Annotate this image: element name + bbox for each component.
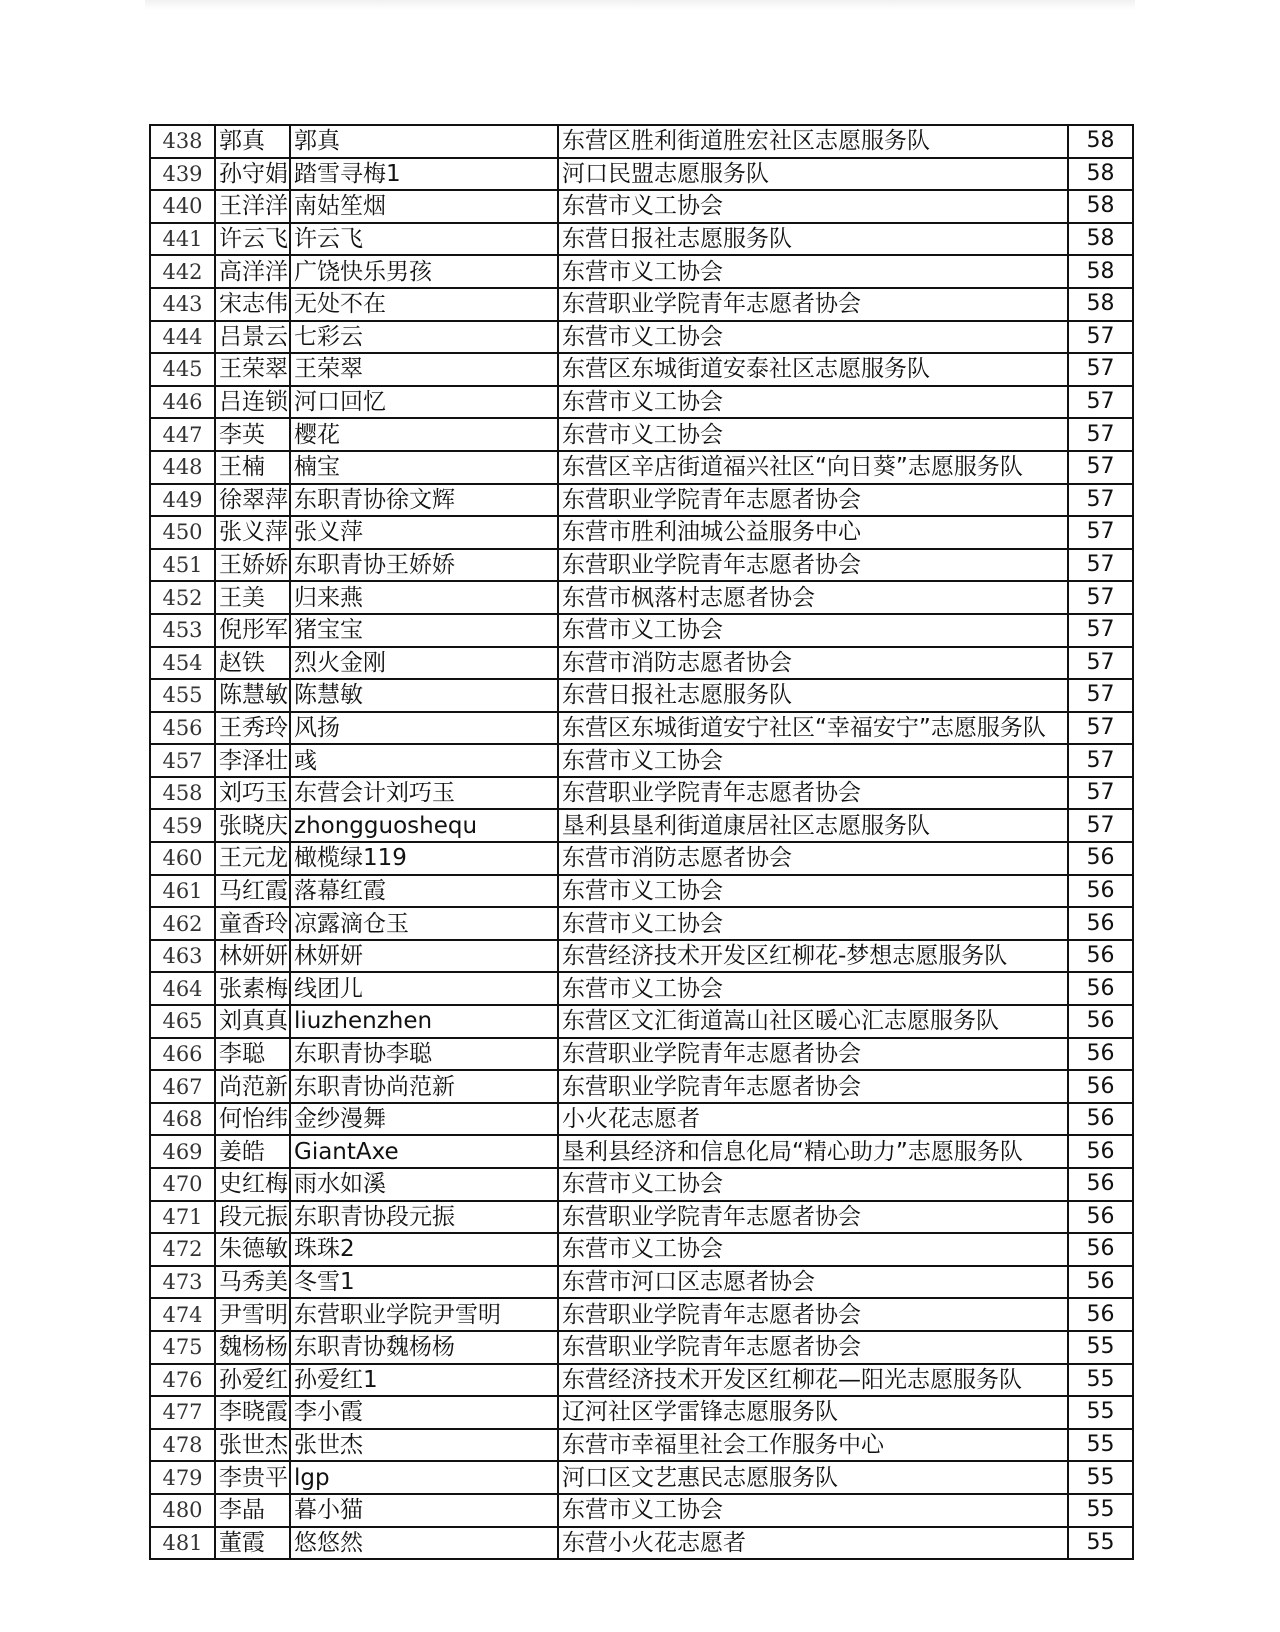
table-row: [150, 125, 1133, 158]
volunteer-name: 孙守娟: [215, 158, 290, 191]
table-row: [150, 1298, 1133, 1331]
table-row: [150, 712, 1133, 745]
table-row: [150, 158, 1133, 191]
volunteer-score: 57: [1068, 549, 1133, 582]
volunteer-score: 57: [1068, 386, 1133, 419]
table-row: [150, 321, 1133, 354]
row-number: 480: [150, 1494, 215, 1527]
row-number: 445: [150, 353, 215, 386]
volunteer-name: 李晓霞: [215, 1396, 290, 1429]
table-row: [150, 777, 1133, 810]
volunteer-nickname: 楠宝: [290, 451, 558, 484]
table-row: [150, 614, 1133, 647]
volunteer-name: 李聪: [215, 1038, 290, 1071]
table-row: [150, 1364, 1133, 1397]
volunteer-score: 57: [1068, 679, 1133, 712]
table-row: [150, 842, 1133, 875]
row-number: 460: [150, 842, 215, 875]
volunteer-organization: 东营职业学院青年志愿者协会: [558, 1331, 1068, 1364]
volunteer-name: 尚范新: [215, 1070, 290, 1103]
volunteer-nickname: 林妍妍: [290, 940, 558, 973]
volunteer-organization: 东营市义工协会: [558, 386, 1068, 419]
row-number: 467: [150, 1070, 215, 1103]
volunteer-organization: 东营市消防志愿者协会: [558, 842, 1068, 875]
volunteer-name: 王楠: [215, 451, 290, 484]
volunteer-score: 55: [1068, 1527, 1133, 1560]
volunteer-score: 56: [1068, 1266, 1133, 1299]
volunteer-score: 57: [1068, 418, 1133, 451]
volunteer-organization: 垦利县垦利街道康居社区志愿服务队: [558, 809, 1068, 842]
volunteer-nickname: 无处不在: [290, 288, 558, 321]
volunteer-score: 58: [1068, 223, 1133, 256]
row-number: 440: [150, 190, 215, 223]
volunteer-name: 吕景云: [215, 321, 290, 354]
volunteer-nickname: 彧: [290, 744, 558, 777]
volunteer-nickname: 王荣翠: [290, 353, 558, 386]
table-row: [150, 1233, 1133, 1266]
volunteer-score: 56: [1068, 1168, 1133, 1201]
volunteer-nickname: 东职青协徐文辉: [290, 484, 558, 517]
volunteer-nickname: 七彩云: [290, 321, 558, 354]
table-row: [150, 1266, 1133, 1299]
row-number: 473: [150, 1266, 215, 1299]
volunteer-name: 陈慧敏: [215, 679, 290, 712]
volunteer-organization: 东营职业学院青年志愿者协会: [558, 1201, 1068, 1234]
scan-top-edge: [145, 0, 1135, 10]
table-row: [150, 418, 1133, 451]
volunteer-nickname: 风扬: [290, 712, 558, 745]
volunteer-organization: 垦利县经济和信息化局“精心助力”志愿服务队: [558, 1135, 1068, 1168]
volunteer-name: 张晓庆: [215, 809, 290, 842]
volunteer-name: 张义萍: [215, 516, 290, 549]
table-row: [150, 1461, 1133, 1494]
table-row: [150, 1168, 1133, 1201]
volunteer-nickname: 孙爱红1: [290, 1364, 558, 1397]
volunteer-score: 58: [1068, 288, 1133, 321]
volunteer-organization: 东营区东城街道安宁社区“幸福安宁”志愿服务队: [558, 712, 1068, 745]
volunteer-score: 56: [1068, 875, 1133, 908]
volunteer-name: 王美: [215, 581, 290, 614]
volunteer-organization: 东营职业学院青年志愿者协会: [558, 288, 1068, 321]
volunteer-organization: 东营市枫落村志愿者协会: [558, 581, 1068, 614]
table-row: [150, 744, 1133, 777]
volunteer-name: 尹雪明: [215, 1298, 290, 1331]
volunteer-nickname: 李小霞: [290, 1396, 558, 1429]
volunteer-nickname: lgp: [290, 1461, 558, 1494]
volunteer-organization: 东营经济技术开发区红柳花—阳光志愿服务队: [558, 1364, 1068, 1397]
volunteer-organization: 河口民盟志愿服务队: [558, 158, 1068, 191]
volunteer-nickname: 归来燕: [290, 581, 558, 614]
volunteer-name: 魏杨杨: [215, 1331, 290, 1364]
volunteer-score: 55: [1068, 1429, 1133, 1462]
volunteer-score: 56: [1068, 1135, 1133, 1168]
volunteer-score: 57: [1068, 516, 1133, 549]
table-row: [150, 1201, 1133, 1234]
row-number: 450: [150, 516, 215, 549]
volunteer-nickname: 线团儿: [290, 972, 558, 1005]
volunteer-nickname: 橄榄绿119: [290, 842, 558, 875]
volunteer-name: 朱德敏: [215, 1233, 290, 1266]
row-number: 471: [150, 1201, 215, 1234]
volunteer-name: 张世杰: [215, 1429, 290, 1462]
volunteer-organization: 东营区辛店街道福兴社区“向日葵”志愿服务队: [558, 451, 1068, 484]
volunteer-name: 吕连锁: [215, 386, 290, 419]
row-number: 451: [150, 549, 215, 582]
volunteer-name: 段元振: [215, 1201, 290, 1234]
row-number: 461: [150, 875, 215, 908]
row-number: 463: [150, 940, 215, 973]
table-row: [150, 1494, 1133, 1527]
row-number: 453: [150, 614, 215, 647]
row-number: 472: [150, 1233, 215, 1266]
volunteer-name: 童香玲: [215, 907, 290, 940]
volunteer-name: 倪彤军: [215, 614, 290, 647]
volunteer-nickname: 踏雪寻梅1: [290, 158, 558, 191]
table-row: [150, 223, 1133, 256]
volunteer-nickname: 东职青协李聪: [290, 1038, 558, 1071]
volunteer-nickname: liuzhenzhen: [290, 1005, 558, 1038]
volunteer-organization: 东营职业学院青年志愿者协会: [558, 484, 1068, 517]
volunteer-organization: 东营市义工协会: [558, 255, 1068, 288]
volunteer-nickname: 珠珠2: [290, 1233, 558, 1266]
row-number: 447: [150, 418, 215, 451]
volunteer-organization: 东营市义工协会: [558, 190, 1068, 223]
table-row: [150, 809, 1133, 842]
volunteer-name: 王元龙: [215, 842, 290, 875]
table-row: [150, 484, 1133, 517]
volunteer-name: 马秀美: [215, 1266, 290, 1299]
volunteer-organization: 东营市消防志愿者协会: [558, 647, 1068, 680]
volunteer-score: 56: [1068, 1233, 1133, 1266]
row-number: 479: [150, 1461, 215, 1494]
volunteer-score: 58: [1068, 255, 1133, 288]
volunteer-organization: 东营日报社志愿服务队: [558, 679, 1068, 712]
table-row: [150, 679, 1133, 712]
table-row: [150, 288, 1133, 321]
volunteer-name: 张素梅: [215, 972, 290, 1005]
volunteer-nickname: zhongguoshequ: [290, 809, 558, 842]
volunteer-score: 57: [1068, 777, 1133, 810]
table-row: [150, 190, 1133, 223]
row-number: 444: [150, 321, 215, 354]
row-number: 456: [150, 712, 215, 745]
volunteer-name: 王荣翠: [215, 353, 290, 386]
volunteer-organization: 东营市幸福里社会工作服务中心: [558, 1429, 1068, 1462]
row-number: 468: [150, 1103, 215, 1136]
volunteer-score: 57: [1068, 581, 1133, 614]
volunteer-score: 56: [1068, 1038, 1133, 1071]
volunteer-nickname: 张世杰: [290, 1429, 558, 1462]
row-number: 474: [150, 1298, 215, 1331]
volunteer-name: 赵铁: [215, 647, 290, 680]
table-row: [150, 940, 1133, 973]
volunteer-score: 57: [1068, 484, 1133, 517]
volunteer-score: 58: [1068, 190, 1133, 223]
volunteer-organization: 东营市义工协会: [558, 972, 1068, 1005]
volunteer-score: 55: [1068, 1494, 1133, 1527]
volunteer-score: 57: [1068, 451, 1133, 484]
volunteer-score: 57: [1068, 614, 1133, 647]
volunteer-organization: 东营区胜利街道胜宏社区志愿服务队: [558, 125, 1068, 158]
volunteer-score: 58: [1068, 158, 1133, 191]
volunteer-organization: 东营市河口区志愿者协会: [558, 1266, 1068, 1299]
table-row: [150, 875, 1133, 908]
row-number: 475: [150, 1331, 215, 1364]
volunteer-organization: 东营市义工协会: [558, 418, 1068, 451]
volunteer-ranking-table: [149, 124, 1134, 1560]
volunteer-score: 57: [1068, 353, 1133, 386]
volunteer-organization: 东营市胜利油城公益服务中心: [558, 516, 1068, 549]
volunteer-name: 马红霞: [215, 875, 290, 908]
volunteer-name: 李泽壮: [215, 744, 290, 777]
row-number: 466: [150, 1038, 215, 1071]
volunteer-nickname: 陈慧敏: [290, 679, 558, 712]
volunteer-nickname: 南姑笙烟: [290, 190, 558, 223]
volunteer-score: 56: [1068, 1103, 1133, 1136]
volunteer-nickname: 暮小猫: [290, 1494, 558, 1527]
volunteer-nickname: 金纱漫舞: [290, 1103, 558, 1136]
volunteer-name: 李贵平: [215, 1461, 290, 1494]
volunteer-name: 许云飞: [215, 223, 290, 256]
volunteer-organization: 东营市义工协会: [558, 875, 1068, 908]
volunteer-nickname: 东职青协尚范新: [290, 1070, 558, 1103]
volunteer-nickname: 东营职业学院尹雪明: [290, 1298, 558, 1331]
row-number: 478: [150, 1429, 215, 1462]
volunteer-score: 56: [1068, 972, 1133, 1005]
volunteer-name: 宋志伟: [215, 288, 290, 321]
volunteer-score: 55: [1068, 1331, 1133, 1364]
table-row: [150, 1135, 1133, 1168]
table-row: [150, 907, 1133, 940]
row-number: 454: [150, 647, 215, 680]
row-number: 459: [150, 809, 215, 842]
volunteer-score: 57: [1068, 809, 1133, 842]
volunteer-organization: 东营职业学院青年志愿者协会: [558, 777, 1068, 810]
volunteer-score: 55: [1068, 1364, 1133, 1397]
table-row: [150, 516, 1133, 549]
table-row: [150, 1103, 1133, 1136]
volunteer-name: 徐翠萍: [215, 484, 290, 517]
volunteer-nickname: 猪宝宝: [290, 614, 558, 647]
table-row: [150, 1070, 1133, 1103]
table-row: [150, 255, 1133, 288]
table-body: [150, 125, 1133, 1559]
table-row: [150, 353, 1133, 386]
table-row: [150, 581, 1133, 614]
volunteer-nickname: 东职青协魏杨杨: [290, 1331, 558, 1364]
row-number: 462: [150, 907, 215, 940]
row-number: 476: [150, 1364, 215, 1397]
volunteer-organization: 东营市义工协会: [558, 744, 1068, 777]
row-number: 465: [150, 1005, 215, 1038]
row-number: 438: [150, 125, 215, 158]
volunteer-name: 王洋洋: [215, 190, 290, 223]
volunteer-name: 王娇娇: [215, 549, 290, 582]
table-row: [150, 1396, 1133, 1429]
row-number: 470: [150, 1168, 215, 1201]
row-number: 439: [150, 158, 215, 191]
table-container: [149, 124, 1134, 1632]
volunteer-organization: 东营经济技术开发区红柳花-梦想志愿服务队: [558, 940, 1068, 973]
volunteer-name: 史红梅: [215, 1168, 290, 1201]
table-row: [150, 451, 1133, 484]
row-number: 458: [150, 777, 215, 810]
volunteer-nickname: 樱花: [290, 418, 558, 451]
volunteer-organization: 东营市义工协会: [558, 1233, 1068, 1266]
row-number: 442: [150, 255, 215, 288]
table-row: [150, 1038, 1133, 1071]
volunteer-nickname: 雨水如溪: [290, 1168, 558, 1201]
volunteer-nickname: 悠悠然: [290, 1527, 558, 1560]
volunteer-organization: 东营职业学院青年志愿者协会: [558, 549, 1068, 582]
row-number: 443: [150, 288, 215, 321]
volunteer-organization: 东营市义工协会: [558, 1494, 1068, 1527]
volunteer-nickname: 东职青协段元振: [290, 1201, 558, 1234]
volunteer-score: 56: [1068, 1005, 1133, 1038]
volunteer-score: 56: [1068, 1298, 1133, 1331]
row-number: 441: [150, 223, 215, 256]
volunteer-name: 李晶: [215, 1494, 290, 1527]
volunteer-name: 王秀玲: [215, 712, 290, 745]
volunteer-organization: 东营小火花志愿者: [558, 1527, 1068, 1560]
volunteer-nickname: 河口回忆: [290, 386, 558, 419]
volunteer-score: 56: [1068, 940, 1133, 973]
volunteer-nickname: 许云飞: [290, 223, 558, 256]
volunteer-name: 郭真: [215, 125, 290, 158]
row-number: 464: [150, 972, 215, 1005]
volunteer-nickname: GiantAxe: [290, 1135, 558, 1168]
volunteer-organization: 河口区文艺惠民志愿服务队: [558, 1461, 1068, 1494]
volunteer-organization: 东营区文汇街道嵩山社区暖心汇志愿服务队: [558, 1005, 1068, 1038]
volunteer-score: 57: [1068, 321, 1133, 354]
volunteer-name: 刘真真: [215, 1005, 290, 1038]
volunteer-organization: 东营职业学院青年志愿者协会: [558, 1038, 1068, 1071]
volunteer-name: 姜皓: [215, 1135, 290, 1168]
volunteer-score: 55: [1068, 1396, 1133, 1429]
volunteer-nickname: 烈火金刚: [290, 647, 558, 680]
row-number: 449: [150, 484, 215, 517]
row-number: 446: [150, 386, 215, 419]
volunteer-nickname: 广饶快乐男孩: [290, 255, 558, 288]
table-row: [150, 549, 1133, 582]
table-row: [150, 647, 1133, 680]
volunteer-organization: 东营市义工协会: [558, 321, 1068, 354]
volunteer-organization: 东营市义工协会: [558, 907, 1068, 940]
row-number: 469: [150, 1135, 215, 1168]
volunteer-score: 58: [1068, 125, 1133, 158]
volunteer-score: 57: [1068, 647, 1133, 680]
volunteer-organization: 辽河社区学雷锋志愿服务队: [558, 1396, 1068, 1429]
volunteer-organization: 东营区东城街道安泰社区志愿服务队: [558, 353, 1068, 386]
volunteer-name: 孙爱红: [215, 1364, 290, 1397]
volunteer-score: 56: [1068, 907, 1133, 940]
row-number: 452: [150, 581, 215, 614]
volunteer-name: 高洋洋: [215, 255, 290, 288]
volunteer-nickname: 东营会计刘巧玉: [290, 777, 558, 810]
volunteer-name: 李英: [215, 418, 290, 451]
row-number: 457: [150, 744, 215, 777]
volunteer-organization: 小火花志愿者: [558, 1103, 1068, 1136]
row-number: 448: [150, 451, 215, 484]
volunteer-name: 刘巧玉: [215, 777, 290, 810]
row-number: 477: [150, 1396, 215, 1429]
volunteer-name: 林妍妍: [215, 940, 290, 973]
volunteer-name: 董霞: [215, 1527, 290, 1560]
volunteer-score: 57: [1068, 744, 1133, 777]
volunteer-score: 57: [1068, 712, 1133, 745]
table-row: [150, 972, 1133, 1005]
table-row: [150, 1331, 1133, 1364]
volunteer-nickname: 冬雪1: [290, 1266, 558, 1299]
volunteer-organization: 东营职业学院青年志愿者协会: [558, 1070, 1068, 1103]
volunteer-nickname: 东职青协王娇娇: [290, 549, 558, 582]
row-number: 455: [150, 679, 215, 712]
volunteer-score: 56: [1068, 842, 1133, 875]
volunteer-score: 56: [1068, 1201, 1133, 1234]
volunteer-nickname: 郭真: [290, 125, 558, 158]
table-row: [150, 1005, 1133, 1038]
volunteer-name: 何怡纬: [215, 1103, 290, 1136]
table-row: [150, 1429, 1133, 1462]
volunteer-organization: 东营市义工协会: [558, 614, 1068, 647]
volunteer-nickname: 落幕红霞: [290, 875, 558, 908]
volunteer-organization: 东营日报社志愿服务队: [558, 223, 1068, 256]
row-number: 481: [150, 1527, 215, 1560]
volunteer-nickname: 凉露滴仓玉: [290, 907, 558, 940]
volunteer-organization: 东营市义工协会: [558, 1168, 1068, 1201]
volunteer-score: 56: [1068, 1070, 1133, 1103]
volunteer-organization: 东营职业学院青年志愿者协会: [558, 1298, 1068, 1331]
table-row: [150, 1527, 1133, 1560]
volunteer-score: 55: [1068, 1461, 1133, 1494]
table-row: [150, 386, 1133, 419]
volunteer-nickname: 张义萍: [290, 516, 558, 549]
